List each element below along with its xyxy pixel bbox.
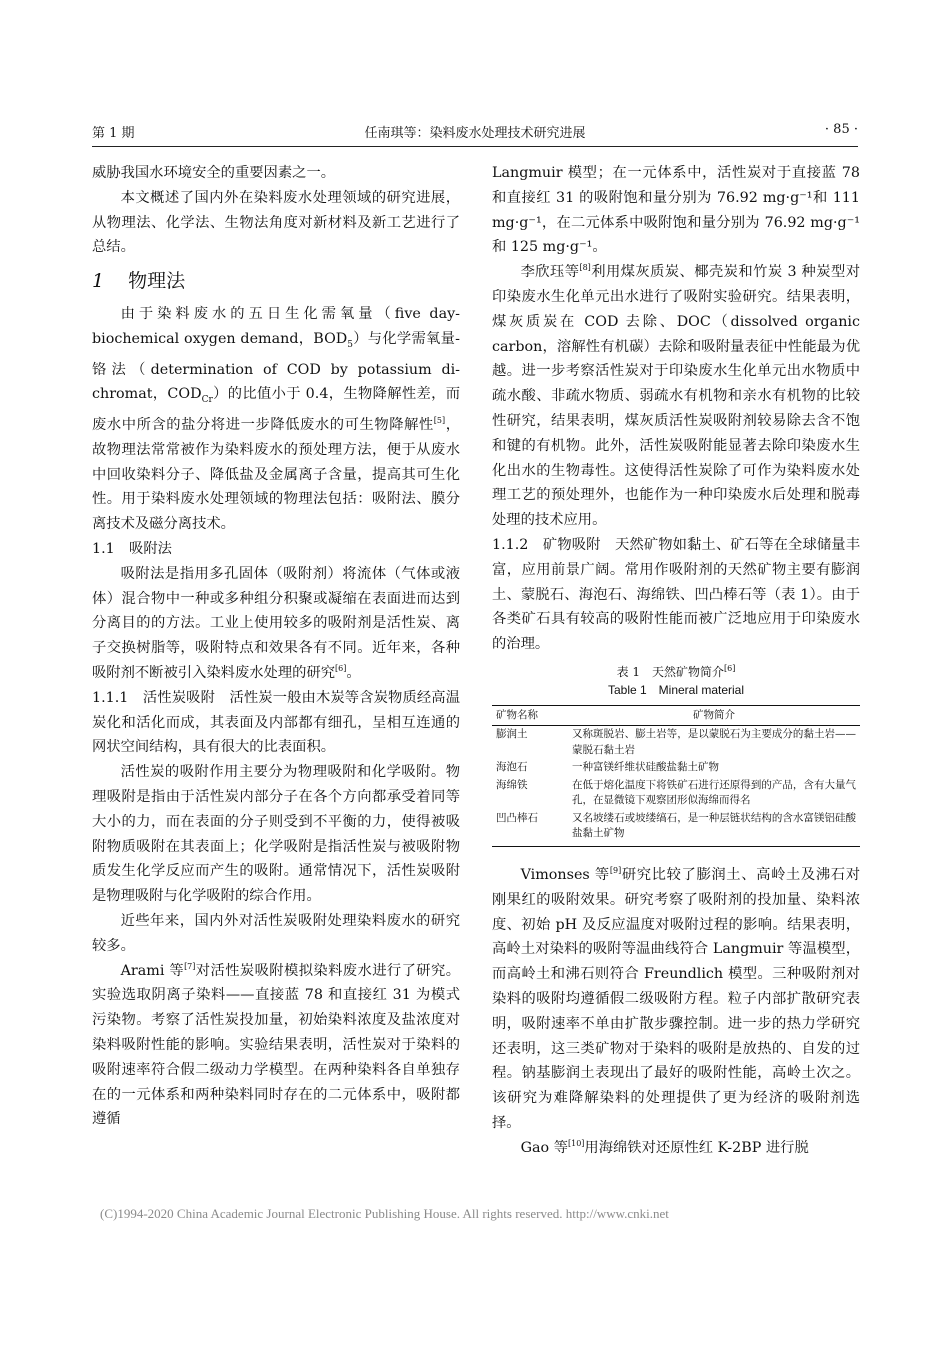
text-run: 由于染料废水的五日生化需氧量（five day-biochemical oxygen demand，BOD [92,306,460,347]
text-run: 。 [346,665,361,682]
section-title: 物理法 [128,270,186,293]
citation: [5] [433,416,446,426]
text-run: 吸附法是指用多孔固体（吸附剂）将流体（气体或液体）混合物中一种或多种组分积聚或凝缩在表面进而达到分离目的的方法。工业上使用较多的吸附剂是活性炭、离子交换树脂等，吸附特点和效果各有不同。近年来，各种吸附剂不断被引入染料废水处理的研究 [92,565,460,682]
text-run: 天然矿物如黏土、矿石等在全球储量丰富，应用前景广阔。常用作吸附剂的天然矿物主要有膨润土、蒙脱石、海泡石、海绵铁、凹凸棒石等（表 1）。由于各类矿石具有较高的吸附性能而被广泛地应用于印染废水的治理。 [492,536,860,653]
paragraph [492,1136,860,1161]
citation: [8] [579,263,591,273]
mineral-name: 海泡石 [496,761,528,774]
paragraph: Langmuir 模型；在一元体系中，活性炭对于直接蓝 78 和直接红 31 的吸附饱和量分别为 76.92 mg·g⁻¹和 111 mg·g⁻¹，在二元体系中吸附饱和量分别为 76.92 mg·g⁻¹和 125 mg·g⁻¹。 [492,165,860,256]
mineral-description: 又称斑脱岩、膨土岩等，是以蒙脱石为主要成分的黏土岩——蒙脱石黏土岩 [572,728,856,756]
running-title: 任南琪等：染料废水处理技术研究进展 [364,126,586,141]
subscript: 5 [347,339,353,350]
paragraph [492,260,860,533]
mineral-description: 又名坡缕石或坡缕缟石，是一种层链状结构的含水富镁铝硅酸盐黏土矿物 [568,810,860,847]
table-row [492,810,860,847]
table-row [492,726,860,760]
text-run: 活性炭一般由木炭等含炭物质经高温炭化和活化而成，其表面及内部都有细孔，呈相互连通的网状空间结构，具有很大的比表面积。 [92,689,460,756]
paragraph: 活性炭的吸附作用主要分为物理吸附和化学吸附。物理吸附是指由于活性炭内部分子在各个方向都承受着同等大小的力，而在表面的分子则受到不平衡的力，使得被吸附物质吸附在其表面上；化学吸附是指活性炭与被吸附物质发生化学反应而产生的吸附。通常情况下，活性炭吸附是物理吸附与化学吸附的综合作用。 [92,764,460,905]
citation: [7] [184,961,196,971]
column-header: 矿物简介 [568,705,860,726]
table-caption-english: Table 1 Mineral material [607,682,745,697]
table-header-row [492,705,860,726]
left-column [92,161,460,1132]
mineral-name: 海绵铁 [496,778,528,791]
text-run: Arami 等 [120,962,185,979]
paragraph [92,686,460,760]
running-header [92,122,858,144]
section-number: 1 [92,270,105,293]
table-row [492,777,860,810]
subscript: Cr [201,395,213,406]
text-run: Gao 等 [520,1139,568,1156]
mineral-name: 膨润土 [496,728,528,741]
column-header: 矿物名称 [492,705,568,726]
text-run: ）与化学需氧量-铬法（determination of COD by potassium di-chromat，COD [92,330,460,403]
subsection-heading: 1.1 吸附法 [92,541,172,558]
text-run: 用海绵铁对还原性红 K-2BP 进行脱 [584,1139,809,1156]
citation: [10] [568,1138,585,1148]
subsubsection-heading: 1.1.2 矿物吸附 [492,536,616,553]
mineral-name: 凹凸棒石 [492,810,568,847]
issue-number: 第 1 期 [92,126,135,141]
paragraph [492,863,860,1136]
text-run: 研究比较了膨润土、高岭土及沸石对刚果红的吸附效果。研究考察了吸附剂的投加量、染料浓度、初始 pH 及反应温度对吸附过程的影响。结果表明，高岭土对染料的吸附等温曲线符合 Langmuir 等温模型，而高岭土和沸石则符合 Freundlich 模型。三种吸附剂对染料的吸附均遵循假二级吸附方程。粒子内部扩散研究表明，吸附速率不单由扩散步骤控制。进一步的热力学研究还表明，这三类矿物对于染料的吸附是放热的、自发的过程。钠基膨润土表现出了最好的吸附性能，高岭土次之。该研究为难降解染料的处理提供了更为经济的吸附剂选择。 [492,866,861,1131]
paragraph: 近些年来，国内外对活性炭吸附处理染料废水的研究较多。 [92,913,460,954]
paragraph [92,959,460,1133]
paragraph [92,302,460,537]
text-run: ，故物理法常常被作为染料废水的预处理方法，便于从废水中回收染料分子、降低盐及金属离子含量，提高其可生化性。用于染料废水处理领域的物理法包括：吸附法、膜分离技术及磁分离技术。 [92,417,461,533]
paragraph: 本文概述了国内外在染料废水处理领域的研究进展，从物理法、化学法、生物法角度对新材料及新工艺进行了总结。 [92,189,460,256]
mineral-description: 一种富镁纤维状硅酸盐黏土矿物 [572,761,719,774]
text-run: 对活性炭吸附模拟染料废水进行了研究。实验选取阴离子染料——直接蓝 78 和直接红 31 为模式污染物。考察了活性炭投加量，初始染料浓度及盐浓度对染料吸附性能的影响。实验结果表明，活性炭对于染料的吸附速率符合假二级动力学模型。在两种染料各自单独存在的一元体系和两种染料同时存在的二元体系中，吸附都遵循 [92,962,461,1128]
paragraph [492,533,860,657]
paragraph [92,562,460,686]
text-run: ）的比值小于 0.4，生物降解性差，而废水中所含的盐分将进一步降低废水的可生物降解性 [92,386,461,434]
copyright-watermark: (C)1994-2020 China Academic Journal Electronic Publishing House. All rights reserved. http://www.cnki.net [100,1206,669,1221]
text-run: 利用煤灰质炭、椰壳炭和竹炭 3 种炭型对印染废水生化单元出水进行了吸附实验研究。结果表明，煤灰质炭在 COD 去除、DOC（dissolved organic carbon，溶解性有机碳）去除和吸附量表征中性能最为优越。进一步考察活性炭对于印染废水生化单元出水物质中疏水酸、非疏水物质、弱疏水有机物和亲水有机物的比较性研究，结果表明，煤灰质活性炭吸附剂较易除去含不饱和键的有机物。此外，活性炭吸附能显著去除印染废水生化出水的生物毒性。这使得活性炭除了可作为染料废水处理工艺的预处理外，也能作为一种印染废水后处理和脱毒处理的技术应用。 [492,264,861,529]
citation: [6] [335,664,347,674]
table-row [492,759,860,777]
right-column [492,161,860,1161]
section-heading [92,266,460,296]
paragraph: 威胁我国水环境安全的重要因素之一。 [92,165,336,181]
page-number: · 85 · [824,122,858,137]
table-caption [492,663,860,681]
header-rule [92,146,858,147]
text-run: Vimonses 等 [520,866,610,883]
citation: [6] [724,663,736,673]
text-run: 李欣珏等 [520,264,580,281]
subsubsection-heading: 1.1.1 活性炭吸附 [92,689,230,706]
mineral-table [492,705,860,847]
citation: [9] [609,866,622,876]
caption-text: 表 1 天然矿物简介 [616,664,725,679]
mineral-description: 在低于熔化温度下将铁矿石进行还原得到的产品，含有大量气孔，在显微镜下观察团形似海绵而得名 [572,778,856,807]
